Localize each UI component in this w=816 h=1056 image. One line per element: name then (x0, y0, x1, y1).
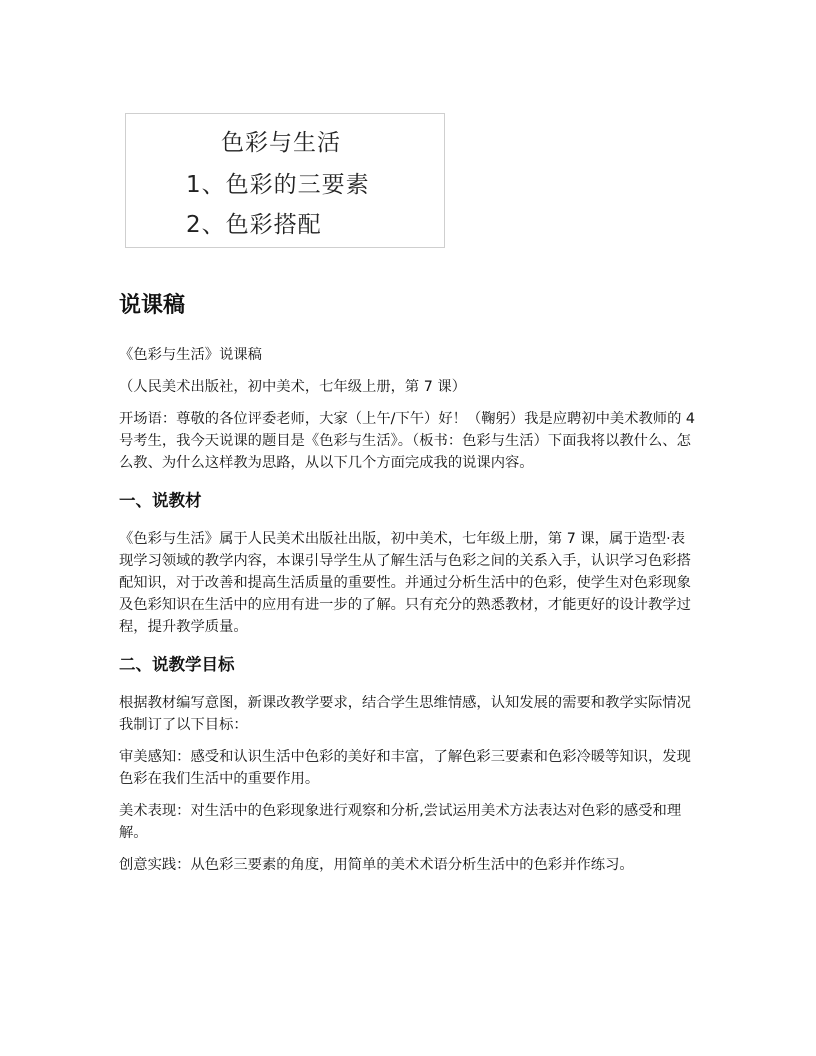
section-heading-textbook: 一、说教材 (119, 491, 202, 510)
goal-creative-practice: 创意实践：从色彩三要素的角度，用简单的美术术语分析生活中的色彩并作练习。 (119, 857, 634, 873)
board-title: 色彩与生活 (221, 130, 341, 156)
document-subtitle: 《色彩与生活》说课稿 (119, 347, 262, 363)
goal-art-expression: 美术表现：对生活中的色彩现象进行观察和分析,尝试运用美术方法表达对色彩的感受和理解。 (119, 803, 682, 841)
document-source: （人民美术出版社，初中美术，七年级上册，第 7 课） (119, 379, 467, 395)
document-body (119, 290, 699, 886)
document-title: 说课稿 (119, 293, 186, 318)
goal-aesthetic-perception: 审美感知：感受和认识生活中色彩的美好和丰富，了解色彩三要素和色彩冷暖等知识，发现色彩在我们生活中的重要作用。 (119, 749, 691, 787)
textbook-paragraph: 《色彩与生活》属于人民美术出版社出版，初中美术，七年级上册，第 7 课，属于造型·表现学习领域的教学内容，本课引导学生从了解生活与色彩之间的关系入手，认识学习色彩搭配知识，对于改善和提高生活质量的重要性。并通过分析生活中的色彩，使学生对色彩现象及色彩知识在生活中的应用有进一步的了解。只有充分的熟悉教材，才能更好的设计教学过程，提升教学质量。 (119, 531, 691, 635)
goals-intro-paragraph: 根据教材编写意图，新课改教学要求，结合学生思维情感，认知发展的需要和教学实际情况我制订了以下目标： (119, 695, 691, 733)
board-item-2: 2、色彩搭配 (186, 212, 322, 238)
board-item-1: 1、色彩的三要素 (186, 172, 370, 198)
opening-paragraph: 开场语：尊敬的各位评委老师，大家（上午/下午）好！（鞠躬）我是应聘初中美术教师的 4 号考生，我今天说课的题目是《色彩与生活》。（板书：色彩与生活）下面我将以教什么、怎么教、为什么这样教为思路，从以下几个方面完成我的说课内容。 (119, 411, 696, 471)
section-heading-goals: 二、说教学目标 (119, 655, 235, 674)
blackboard-image (125, 113, 445, 248)
